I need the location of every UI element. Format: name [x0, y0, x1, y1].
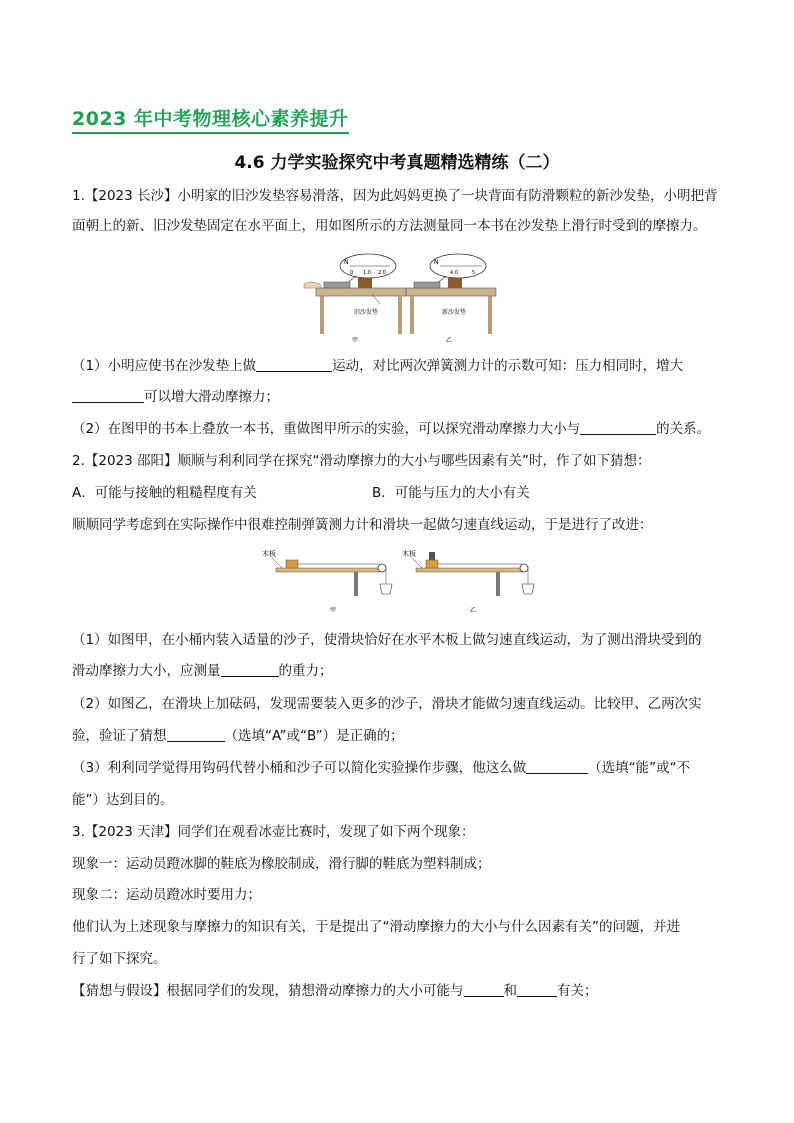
q2-part-3-line-2: 能”）达到目的。 [72, 792, 174, 808]
q1-part-2-text-b: 的关系。 [656, 421, 711, 437]
q3-hypothesis-blank-1[interactable] [464, 982, 504, 997]
q3-hypothesis-text-c: 有关； [557, 983, 598, 999]
q2-option-b: B．可能与压力的大小有关 [372, 485, 530, 501]
q1-right-caption: 乙 [446, 337, 453, 344]
q1-part-2-line [72, 419, 710, 439]
q1-part-1-text-b: 运动，对比两次弹簧测力计的示数可知：压力相同时，增大 [332, 358, 684, 374]
q1-right-tick-0: 4.0 [450, 270, 458, 276]
q2-right-board-label: 木板 [402, 550, 416, 558]
q2-part-1-line-2 [72, 661, 333, 681]
q2-option-a: A．可能与接触的粗糙程度有关 [72, 485, 257, 501]
q2-part-1-blank[interactable] [221, 662, 279, 677]
q3-hypothesis-text-b: 和 [503, 983, 517, 999]
q1-part-1-blank-2[interactable] [72, 388, 144, 403]
q1-part-1-text-a: （1）小明应使书在沙发垫上做 [72, 358, 257, 374]
q2-part-1-line-1: （1）如图甲，在小桶内装入适量的沙子，使滑块恰好在水平木板上做匀速直线运动，为了测出滑块受到的 [72, 632, 702, 648]
q1-left-scale-letter: N [344, 259, 349, 266]
q1-right-tick-1: 5 [472, 270, 476, 276]
q2-part-2-blank[interactable] [167, 727, 225, 742]
q1-stem-line-2: 面朝上的新、旧沙发垫固定在水平面上，用如图所示的方法测量同一本书在沙发垫上滑行时受到的摩擦力。 [72, 218, 707, 234]
document-title: 4.6 力学实验探究中考真题精选精练（二） [234, 153, 560, 173]
q3-text-line-1: 他们认为上述现象与摩擦力的知识有关，于是提出了“滑动摩擦力的大小与什么因素有关”的问题，并进 [72, 919, 680, 935]
q1-part-1-blank-1[interactable] [256, 357, 332, 372]
q3-hypothesis-text-a: 【猜想与假设】根据同学们的发现，猜想滑动摩擦力的大小可能与 [72, 983, 464, 999]
q1-left-tick-0: 0 [350, 270, 354, 276]
q2-pulley-figure [258, 546, 548, 618]
q1-figure-left-setup [304, 254, 406, 344]
q1-left-tick-2: 2.0 [378, 270, 386, 276]
q2-figure-left-setup [262, 549, 392, 614]
q1-friction-figure [300, 250, 500, 346]
q1-part-1-line-2 [72, 387, 279, 407]
q2-improvement-text: 顺顺同学考虑到在实际操作中很难控制弹簧测力计和滑块一起做匀速直线运动，于是进行了改进： [72, 517, 653, 533]
q1-stem-line-1: 1.【2023 长沙】小明家的旧沙发垫容易滑落，因为此妈妈更换了一块背面有防滑颗粒的新沙发垫，小明把背 [72, 188, 718, 204]
q1-figure-right-setup [406, 254, 496, 344]
q3-hypothesis-line [72, 981, 598, 1001]
q2-part-1-text-b: 滑动摩擦力大小，应测量 [72, 663, 221, 679]
q1-right-pad-label: 新沙发垫 [442, 309, 467, 316]
q1-left-pad-label: 旧沙发垫 [354, 309, 379, 316]
q2-part-3-text-b: （选填“能”或“不 [588, 760, 691, 776]
q3-hypothesis-blank-2[interactable] [517, 982, 557, 997]
q2-part-2-text-b: 验，验证了猜想 [72, 728, 167, 744]
q1-left-caption: 甲 [352, 337, 359, 344]
q3-text-line-2: 行了如下探究。 [72, 951, 167, 967]
q1-right-scale-letter: N [434, 259, 439, 266]
q2-left-board-label: 木板 [262, 550, 276, 558]
q2-part-1-text-c: 的重力； [278, 663, 333, 679]
q2-right-caption: 乙 [470, 607, 477, 614]
q1-part-2-blank[interactable] [580, 420, 656, 435]
q3-stem: 3.【2023 天津】同学们在观看冰壶比赛时，发现了如下两个现象： [72, 824, 475, 840]
q2-stem: 2.【2023 邵阳】顺顺与利利同学在探究“滑动摩擦力的大小与哪些因素有关”时，作了如下猜想： [72, 453, 651, 469]
q2-figure-right-setup [402, 549, 534, 614]
q1-left-tick-1: 1.0 [363, 270, 371, 276]
q1-part-2-text-a: （2）在图甲的书本上叠放一本书，重做图甲所示的实验，可以探究滑动摩擦力大小与 [72, 421, 581, 437]
q3-phenomenon-1: 现象一：运动员蹬冰脚的鞋底为橡胶制成，滑行脚的鞋底为塑料制成； [72, 856, 491, 872]
q1-part-1-text-c: 可以增大滑动摩擦力； [144, 389, 279, 405]
series-title: 2023 年中考物理核心素养提升 [72, 104, 349, 134]
q2-left-caption: 甲 [330, 607, 337, 614]
q2-part-3-text-a: （3）利利同学觉得用钩码代替小桶和沙子可以简化实验操作步骤，他这么做 [72, 760, 527, 776]
q3-phenomenon-2: 现象二：运动员蹬冰时要用力； [72, 887, 261, 903]
q2-part-2-line-1: （2）如图乙，在滑块上加砝码，发现需要装入更多的沙子，滑块才能做匀速直线运动。比较甲、乙两次实 [72, 696, 702, 712]
q2-part-2-text-c: （选填“A”或“B”）是正确的； [224, 728, 404, 744]
q2-part-3-blank[interactable] [526, 759, 588, 774]
q1-part-1-line-1 [72, 356, 683, 376]
q2-part-3-line-1 [72, 758, 690, 778]
q2-part-2-line-2 [72, 726, 404, 746]
